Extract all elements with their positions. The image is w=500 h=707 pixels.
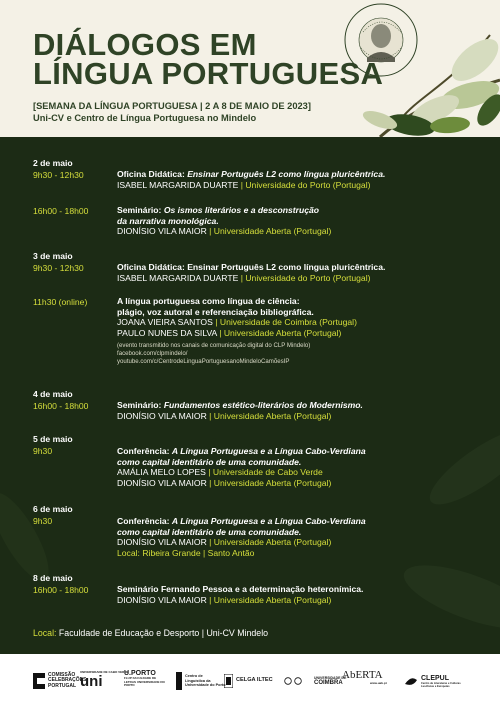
event-type: Seminário: <box>117 205 164 215</box>
logo-text: UNIVERSIDADE DE <box>314 675 347 680</box>
logo-uporto <box>124 670 166 692</box>
event-type: Conferência: <box>117 516 172 526</box>
logo-text: UNIVERSIDADE DE CABO VERDE <box>80 670 129 674</box>
local-label: Local: <box>117 547 143 558</box>
logo-comemoracoes <box>33 670 86 692</box>
speaker-institution: Universidade Aberta (Portugal) <box>213 410 332 421</box>
logo-text: Centro de <box>185 674 203 679</box>
youtube-link[interactable]: youtube.com/c/CentrodeLinguaPortuguesanoMindeloCamõesIP <box>117 358 290 366</box>
speaker-name: AMÁLIA MELO LOPES <box>117 467 206 478</box>
separator: | <box>209 537 212 548</box>
event <box>117 205 331 237</box>
event-time: 9h30 - 12h30 <box>33 263 84 273</box>
separator: | <box>209 477 212 488</box>
event-type: Seminário: <box>117 400 164 410</box>
speaker-name: DIONÍSIO VILA MAIOR <box>117 410 207 421</box>
venue <box>33 628 268 638</box>
speaker-institution: Universidade do Porto (Portugal) <box>245 179 371 190</box>
speaker-name: ISABEL MARGARIDA DUARTE <box>117 179 239 190</box>
event-title: Seminário Fernando Pessoa e a determinação heteronímica. <box>117 584 364 594</box>
speaker-name: PAULO NUNES DA SILVA <box>117 327 217 338</box>
logo-text: Centro de Literaturas e Culturas Lusófonas e Europeias <box>421 681 461 688</box>
event <box>117 296 357 366</box>
speaker-institution: Universidade do Porto (Portugal) <box>245 272 371 283</box>
event-time: 16h00 - 18h00 <box>33 206 89 216</box>
speaker-institution: Universidade Aberta (Portugal) <box>213 226 332 237</box>
event-type: Oficina Didática: <box>117 169 188 179</box>
event <box>117 516 366 558</box>
event-title: Oficina Didática: Ensinar Português L2 como língua pluricêntrica. <box>117 262 386 272</box>
event-time: 11h30 (online) <box>33 297 88 307</box>
event <box>117 446 366 488</box>
logo-text: COMISSÃO <box>48 671 76 678</box>
subtitle <box>33 100 311 124</box>
venue-label: Local: <box>33 628 59 638</box>
title-line-2: LÍNGUA PORTUGUESA <box>33 56 384 91</box>
logo-text: uni <box>80 673 103 690</box>
speaker-name: DIONÍSIO VILA MAIOR <box>117 226 207 237</box>
event <box>117 169 385 190</box>
logo-text: FLUP FACULDADE DE LETRAS UNIVERSIDADE DO PORTO <box>124 676 165 688</box>
speaker-institution: Universidade Aberta (Portugal) <box>213 594 332 605</box>
logo-coimbra <box>284 670 346 692</box>
event-title-cont: como capital identitário de uma comunidade. <box>117 456 302 467</box>
comemoracoes-icon <box>33 673 45 689</box>
event-title: Ensinar Português L2 como língua pluricêntrica. <box>187 169 386 179</box>
day-label: 8 de maio <box>33 573 73 583</box>
footer-logos <box>0 654 500 707</box>
local-value: Ribeira Grande | Santo Antão <box>142 547 255 558</box>
speaker-name: ISABEL MARGARIDA DUARTE <box>117 272 239 283</box>
event-title-cont: plágio, voz autoral e referenciação bibliográfica. <box>117 306 314 317</box>
facebook-link[interactable]: facebook.com/clpmindelo/ <box>117 350 188 358</box>
header <box>0 0 500 137</box>
speaker-institution: Universidade de Coimbra (Portugal) <box>219 317 357 328</box>
speaker-institution: Universidade Aberta (Portugal) <box>213 477 332 488</box>
subtitle-line-1: [SEMANA DA LÍNGUA PORTUGUESA | 2 A 8 DE MAIO DE 2023] <box>33 101 311 111</box>
speaker-institution: Universidade Aberta (Portugal) <box>223 327 342 338</box>
speaker-institution: Universidade de Cabo Verde <box>212 467 323 478</box>
logo-text: CLEPUL <box>421 674 449 682</box>
separator: | <box>209 226 212 237</box>
coimbra-icon <box>284 676 304 686</box>
logo-unicv <box>80 670 129 692</box>
logo-clepul <box>404 670 471 692</box>
logo-text: Universidade do Porto <box>185 683 226 688</box>
subtitle-line-2: Uni-CV e Centro de Língua Portuguesa no Mindelo <box>33 113 257 123</box>
separator: | <box>240 272 243 283</box>
event-title: Fundamentos estético-literários do Modernismo. <box>163 400 363 410</box>
event-time: 9h30 <box>33 516 53 526</box>
event <box>117 584 363 605</box>
event-title-cont: como capital identitário de uma comunidade. <box>117 526 302 537</box>
event-time: 16h00 - 18h00 <box>33 401 89 411</box>
event-title: Os ismos literários e a desconstrução <box>163 205 320 215</box>
speaker-institution: Universidade Aberta (Portugal) <box>213 537 332 548</box>
separator: | <box>240 179 243 190</box>
separator: | <box>209 594 212 605</box>
day-label: 5 de maio <box>33 434 73 444</box>
event-title: A língua portuguesa como língua de ciência: <box>117 296 300 306</box>
celga-icon <box>224 674 233 688</box>
event-time: 16h00 - 18h00 <box>33 585 89 595</box>
linguistica-icon <box>176 672 182 690</box>
clepul-icon <box>404 674 418 688</box>
logo-text: U.PORTO <box>124 670 156 677</box>
logo-text: CELGA ILTEC <box>236 677 273 684</box>
event-time: 9h30 - 12h30 <box>33 170 84 180</box>
logo-text: COIMBRA <box>314 680 343 687</box>
venue-value: Faculdade de Educação e Desporto | Uni-CV Mindelo <box>58 628 269 638</box>
event-title-cont: da narrativa monológica. <box>117 215 219 226</box>
logo-aberta <box>342 670 387 692</box>
logo-celga <box>224 670 273 692</box>
day-label: 3 de maio <box>33 251 73 261</box>
program-section <box>0 137 500 654</box>
separator: | <box>208 467 211 478</box>
separator: | <box>209 410 212 421</box>
logo-text: AbERTA <box>342 669 383 681</box>
logo-centro-linguistica <box>176 670 226 692</box>
broadcast-note: (evento transmitido nos canais de comunicação digital do CLP Mindelo) <box>117 342 311 350</box>
speaker-name: DIONÍSIO VILA MAIOR <box>117 537 207 548</box>
day-label: 6 de maio <box>33 504 73 514</box>
event-title: A Língua Portuguesa e a Língua Cabo-Verdiana <box>171 446 366 456</box>
day-label: 4 de maio <box>33 389 73 399</box>
logo-text: PORTUGAL <box>48 682 77 689</box>
speaker-name: DIONÍSIO VILA MAIOR <box>117 594 207 605</box>
event-type: Conferência: <box>117 446 172 456</box>
speaker-name: JOANA VIEIRA SANTOS <box>117 317 213 328</box>
day-label: 2 de maio <box>33 158 73 168</box>
event-title: A Língua Portuguesa e a Língua Cabo-Verdiana <box>171 516 366 526</box>
separator: | <box>219 327 222 338</box>
logo-text: CELEBRAÇÕES <box>48 677 87 684</box>
event <box>117 400 363 421</box>
page-title <box>33 27 384 91</box>
speaker-name: DIONÍSIO VILA MAIOR <box>117 477 207 488</box>
event <box>117 262 385 283</box>
logo-text: www.uab.pt <box>370 681 387 685</box>
logo-text: Linguística da <box>185 678 211 683</box>
event-time: 9h30 <box>33 446 53 456</box>
title-line-1: DIÁLOGOS EM <box>33 27 257 62</box>
separator: | <box>215 317 218 328</box>
